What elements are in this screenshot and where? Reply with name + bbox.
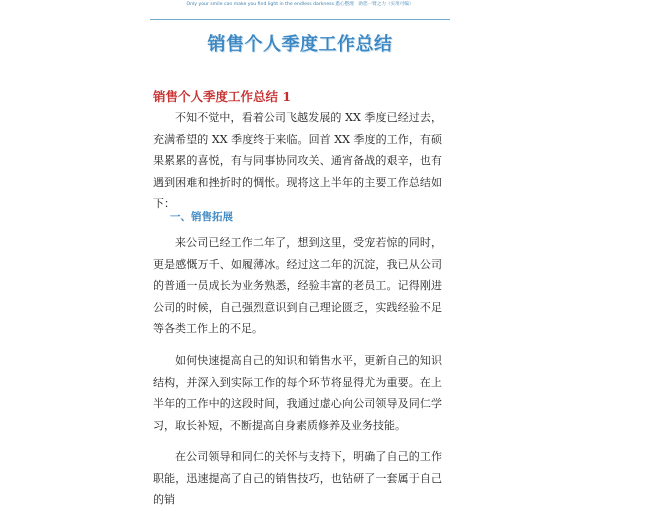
document-page bbox=[150, 0, 450, 507]
section-title: 销售个人季度工作总结 1 bbox=[153, 89, 292, 104]
document-title: 销售个人季度工作总结 bbox=[207, 34, 393, 55]
paragraph-2: 来公司已经工作二年了，想到这里，受宠若惊的同时，更是感慨万千、如履薄冰。经过这二年的沉淀，我已从公司的普通一员成长为业务熟悉，经验丰富的老员工。记得刚进公司的时候，自己强烈意识到自己理论匮乏，实践经验不足等各类工作上的不足。 bbox=[153, 236, 442, 336]
header-text: Only your smile can make you find light in the endless darkness.悉心整理 助您一臂之力（实用可编） bbox=[186, 2, 414, 7]
page-header bbox=[150, 0, 450, 20]
paragraph-3: 如何快速提高自己的知识和销售水平，更新自己的知识结构，并深入到实际工作的每个环节将显得尤为重要。在上半年的工作中的这段时间，我通过虚心向公司领导及同仁学习，取长补短，不断提高自身素质修养及业务技能。 bbox=[153, 354, 442, 432]
paragraph-1: 不知不觉中，看着公司飞越发展的 XX 季度已经过去，充满希望的 XX 季度终于来临。回首 XX 季度的工作，有硕果累累的喜悦，有与同事协同攻关、通宵备战的艰辛，也有遇到困难和挫折时的惆怅。现将这上半年的主要工作总结如下： bbox=[153, 111, 442, 211]
sub-heading-sales-expansion: 一、销售拓展 bbox=[170, 211, 233, 223]
paragraph-4: 在公司领导和同仁的关怀与支持下，明确了自己的工作职能，迅速提高了自己的销售技巧，也钻研了一套属于自己的销 bbox=[153, 450, 442, 507]
